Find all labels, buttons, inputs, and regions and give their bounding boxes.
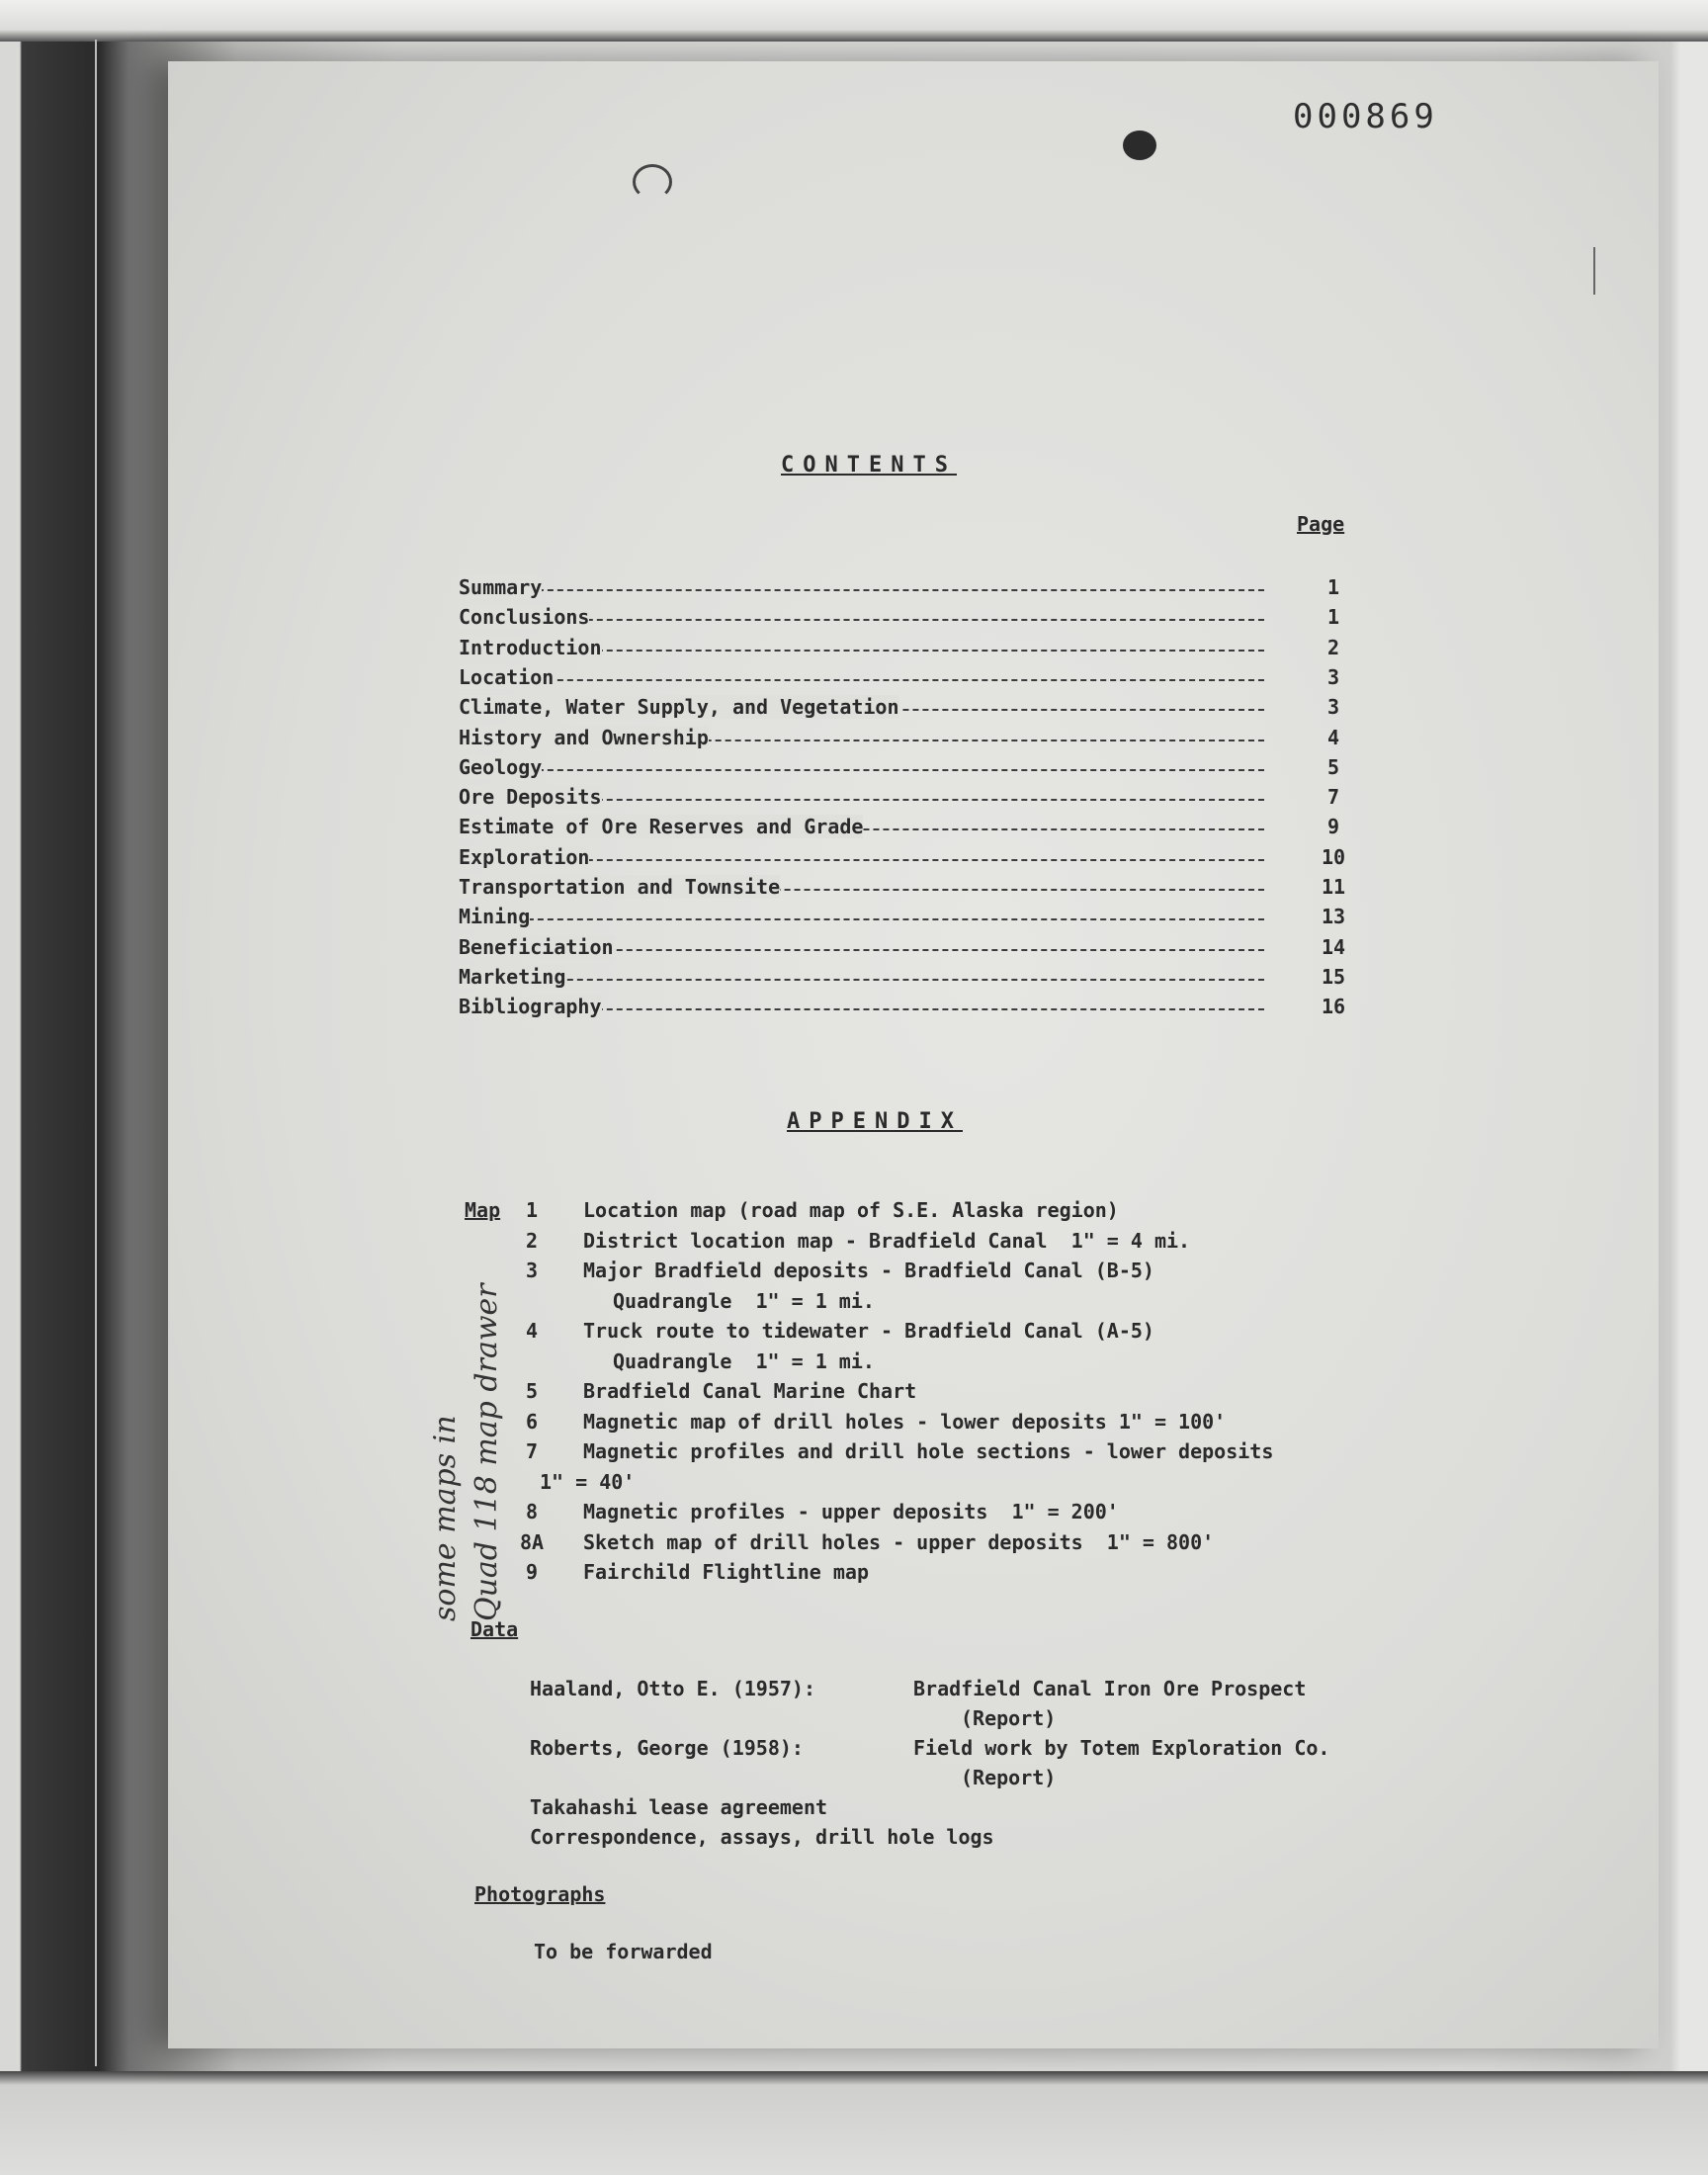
toc-title: Climate, Water Supply, and Vegetation — [459, 695, 899, 720]
handwritten-line: some maps in — [428, 1415, 463, 1621]
toc-row — [459, 605, 1348, 635]
map-number: 9 — [525, 1560, 539, 1584]
toc-row — [459, 755, 1348, 785]
toc-title: History and Ownership — [459, 725, 709, 749]
map-description: Truck route to tidewater - Bradfield Canal (A-5) — [583, 1319, 1154, 1343]
map-description: Sketch map of drill holes - upper deposits 1" = 800' — [583, 1529, 1215, 1554]
toc-page-number: 7 — [1326, 785, 1340, 810]
stray-mark — [1593, 247, 1595, 295]
toc-page-number: 15 — [1321, 964, 1346, 989]
map-description: Location map (road map of S.E. Alaska region) — [583, 1198, 1119, 1222]
toc-title: Summary — [459, 575, 543, 599]
map-number: 8 — [525, 1500, 539, 1523]
photographs-note: To be forwarded — [534, 1940, 713, 1963]
toc-title: Introduction — [459, 635, 602, 659]
data-description: Field work by Totem Exploration Co. — [913, 1736, 1330, 1760]
toc-page-number: 11 — [1321, 875, 1346, 899]
scan-bottom-edge — [0, 2071, 1708, 2175]
toc-title: Conclusions — [459, 605, 590, 630]
map-number: 8A — [519, 1529, 545, 1554]
map-number: 2 — [525, 1228, 539, 1253]
map-description: District location map - Bradfield Canal 1" = 4 mi. — [583, 1228, 1191, 1253]
toc-row — [459, 875, 1348, 905]
photographs-label: Photographs — [474, 1882, 606, 1906]
toc-leader-dashes — [459, 679, 1264, 681]
data-reference: Correspondence, assays, drill hole logs — [530, 1825, 994, 1849]
toc-title: Bibliography — [459, 995, 602, 1019]
data-description-continued: (Report) — [961, 1766, 1057, 1789]
map-number: 5 — [525, 1379, 539, 1403]
map-description: Bradfield Canal Marine Chart — [583, 1379, 917, 1403]
toc-leader-dashes — [459, 918, 1264, 920]
toc-row — [459, 785, 1348, 815]
handwritten-line: Quad 118 map drawer — [470, 1283, 504, 1621]
data-reference: Takahashi lease agreement — [530, 1795, 828, 1819]
toc-row — [459, 665, 1348, 695]
punch-hole — [1123, 130, 1156, 160]
toc-title: Marketing — [459, 964, 566, 989]
data-label: Data — [470, 1617, 519, 1641]
map-description-continued: Quadrangle 1" = 1 mi. — [613, 1348, 875, 1373]
map-description: Major Bradfield deposits - Bradfield Canal (B-5) — [583, 1259, 1154, 1282]
map-number: 6 — [525, 1409, 539, 1434]
toc-page-number: 16 — [1321, 995, 1346, 1019]
toc-row — [459, 636, 1348, 665]
toc-row — [459, 695, 1348, 725]
toc-page-number: 14 — [1321, 934, 1346, 959]
data-reference: Haaland, Otto E. (1957): — [530, 1677, 815, 1700]
toc-row — [459, 995, 1348, 1024]
toc-row — [459, 815, 1348, 844]
toc-row — [459, 575, 1348, 605]
punch-hole — [633, 164, 672, 200]
toc-title: Geology — [459, 754, 543, 779]
toc-page-number: 3 — [1326, 664, 1340, 689]
toc-title: Beneficiation — [459, 934, 614, 959]
toc-row — [459, 726, 1348, 755]
toc-page-number: 5 — [1326, 754, 1340, 779]
map-description: Magnetic profiles - upper deposits 1" = 200' — [583, 1500, 1119, 1523]
toc-page-number: 4 — [1326, 725, 1340, 749]
toc-leader-dashes — [459, 979, 1264, 981]
scan-top-edge — [0, 0, 1708, 42]
binder-edge — [95, 40, 97, 2066]
map-label: Map — [465, 1198, 501, 1222]
toc-leader-dashes — [459, 589, 1264, 591]
data-description-continued: (Report) — [961, 1706, 1057, 1730]
toc-title: Estimate of Ore Reserves and Grade — [459, 815, 864, 839]
handwritten-note — [425, 1283, 508, 1621]
toc-page-number: 13 — [1321, 905, 1346, 929]
toc-page-number: 1 — [1326, 605, 1340, 630]
map-number: 1 — [525, 1198, 539, 1222]
toc-page-number: 3 — [1326, 695, 1340, 720]
map-number: 4 — [525, 1319, 539, 1343]
contents-heading: CONTENTS — [781, 453, 957, 478]
page-column-header: Page — [1297, 512, 1345, 536]
toc-row — [459, 845, 1348, 875]
map-number: 3 — [525, 1259, 539, 1282]
map-description: Fairchild Flightline map — [583, 1560, 869, 1584]
toc-title: Ore Deposits — [459, 785, 602, 810]
map-description: Magnetic profiles and drill hole sections - lower deposits — [583, 1439, 1274, 1463]
toc-leader-dashes — [459, 769, 1264, 771]
toc-title: Location — [459, 664, 555, 689]
data-description: Bradfield Canal Iron Ore Prospect — [913, 1677, 1307, 1700]
toc-page-number: 9 — [1326, 815, 1340, 839]
document-number: 000869 — [1293, 97, 1438, 136]
toc-page-number: 1 — [1326, 575, 1340, 599]
data-reference: Roberts, George (1958): — [530, 1736, 804, 1760]
toc-title: Transportation and Townsite — [459, 875, 781, 899]
toc-page-number: 10 — [1321, 844, 1346, 869]
map-description-continued: Quadrangle 1" = 1 mi. — [613, 1288, 875, 1313]
toc-title: Mining — [459, 905, 531, 929]
toc-title: Exploration — [459, 844, 590, 869]
map-number: 7 — [525, 1439, 539, 1463]
toc-row — [459, 965, 1348, 995]
toc-page-number: 2 — [1326, 635, 1340, 659]
toc-row — [459, 905, 1348, 934]
toc-row — [459, 935, 1348, 965]
map-description: Magnetic map of drill holes - lower deposits 1" = 100' — [583, 1409, 1227, 1434]
appendix-heading: APPENDIX — [787, 1109, 963, 1134]
map-description-continued: 1" = 40' — [540, 1469, 636, 1494]
